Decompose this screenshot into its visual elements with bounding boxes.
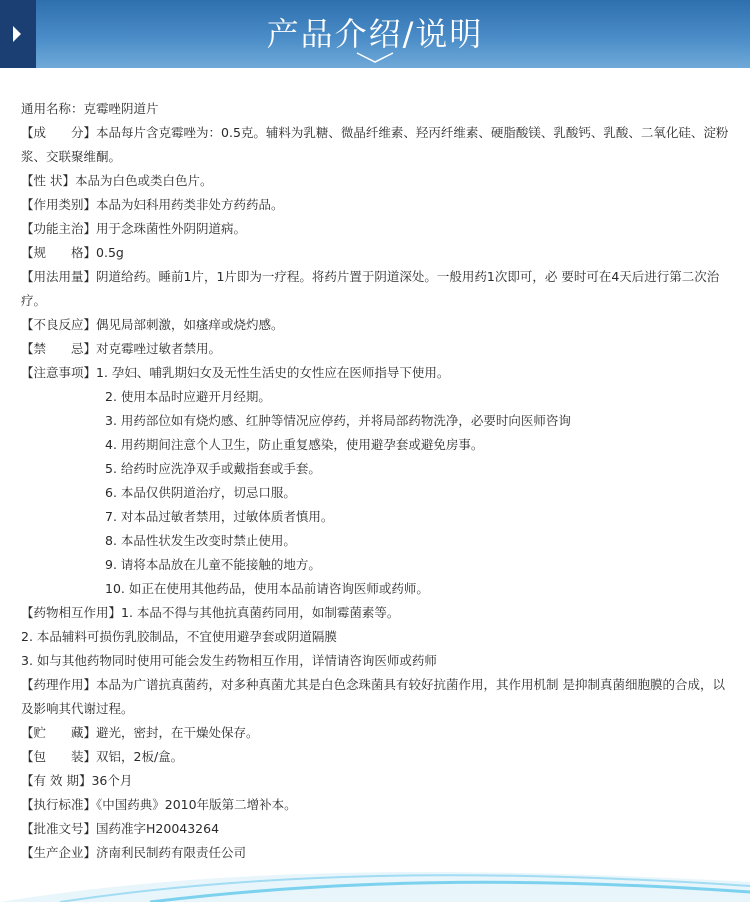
- precaution-item: 9. 请将本品放在儿童不能接触的地方。: [105, 557, 321, 572]
- header-banner: [0, 0, 750, 68]
- generic-name-label: 通用名称：: [21, 101, 84, 116]
- package-row: [21, 745, 731, 769]
- standard-value: 《中国药典》2010年版第二增补本。: [96, 797, 297, 812]
- contraindications-value: 对克霉唑过敏者禁用。: [96, 341, 222, 356]
- interaction-item: 2. 本品辅料可损伤乳胶制品，不宜使用避孕套或阴道隔膜: [21, 629, 337, 644]
- category-value: 本品为妇科用药类非处方药药品。: [96, 197, 284, 212]
- spec-row: [21, 241, 731, 265]
- pharmacology-label: 【药理作用】: [21, 677, 97, 692]
- package-value: 双铝，2板/盒。: [96, 749, 184, 764]
- page-title: 产品介绍/说明: [266, 15, 484, 53]
- ingredients-value: 本品每片含克霉唑为：0.5克。辅料为乳糖、微晶纤维素、羟丙纤维素、硬脂酸镁、乳酸钙、乳酸、二氧化硅、淀粉浆、交联聚维酮。: [21, 125, 729, 164]
- adverse-row: [21, 313, 731, 337]
- contraindications-label: 【禁 忌】: [21, 341, 97, 356]
- storage-row: [21, 721, 731, 745]
- precautions-row: [21, 361, 731, 385]
- pharmacology-value: 本品为广谱抗真菌药，对多种真菌尤其是白色念珠菌具有较好抗菌作用，其作用机制 是抑制真菌细胞膜的合成，以及影响其代谢过程。: [21, 677, 725, 716]
- precaution-item: 5. 给药时应洗净双手或戴指套或手套。: [105, 461, 321, 476]
- spec-value: 0.5g: [96, 245, 124, 260]
- adverse-value: 偶见局部刺激，如瘙痒或烧灼感。: [96, 317, 284, 332]
- contraindications-row: [21, 337, 731, 361]
- chevron-down-icon: [356, 52, 394, 64]
- usage-row: [21, 265, 731, 313]
- indications-value: 用于念珠菌性外阴阴道病。: [96, 221, 247, 236]
- precaution-item: 7. 对本品过敏者禁用，过敏体质者慎用。: [105, 509, 334, 524]
- manufacturer-value: 济南利民制药有限责任公司: [96, 845, 247, 860]
- standard-row: [21, 793, 731, 817]
- interaction-item: 3. 如与其他药物同时使用可能会发生药物相互作用，详情请咨询医师或药师: [21, 653, 437, 668]
- usage-value: 阴道给药。睡前1片，1片即为一疗程。将药片置于阴道深处。一般用药1次即可，必 要时可在4天后进行第二次治疗。: [21, 269, 720, 308]
- precaution-item: 3. 用药部位如有烧灼感、红肿等情况应停药，并将局部药物洗净，必要时向医师咨询: [105, 413, 571, 428]
- validity-value: 36个月: [91, 773, 133, 788]
- generic-name-value: 克霉唑阴道片: [83, 101, 159, 116]
- precaution-item: 6. 本品仅供阴道治疗，切忌口服。: [105, 485, 296, 500]
- ingredients-row: [21, 121, 731, 169]
- storage-value: 避光，密封，在干燥处保存。: [96, 725, 259, 740]
- precaution-item: 10. 如正在使用其他药品，使用本品前请咨询医师或药师。: [105, 581, 429, 596]
- properties-row: [21, 169, 731, 193]
- precaution-item: 1. 孕妇、哺乳期妇女及无性生活史的女性应在医师指导下使用。: [96, 365, 450, 380]
- interactions-label: 【药物相互作用】: [21, 605, 122, 620]
- precautions-label: 【注意事项】: [21, 365, 97, 380]
- interactions-row: [21, 601, 731, 625]
- spec-label: 【规 格】: [21, 245, 97, 260]
- approval-row: [21, 817, 731, 841]
- usage-label: 【用法用量】: [21, 269, 97, 284]
- properties-value: 本品为白色或类白色片。: [74, 173, 213, 188]
- pharmacology-row: [21, 673, 731, 721]
- indications-row: [21, 217, 731, 241]
- category-label: 【作用类别】: [21, 197, 97, 212]
- properties-label: 【性 状】: [21, 173, 75, 188]
- precaution-item: 8. 本品性状发生改变时禁止使用。: [105, 533, 296, 548]
- generic-name-row: [21, 97, 731, 121]
- decorative-swoosh: [0, 842, 750, 902]
- storage-label: 【贮 藏】: [21, 725, 97, 740]
- interaction-item: 1. 本品不得与其他抗真菌药同用，如制霉菌素等。: [121, 605, 400, 620]
- ingredients-label: 【成 分】: [21, 125, 97, 140]
- precaution-item: 2. 使用本品时应避开月经期。: [105, 389, 271, 404]
- approval-value: 国药准字H20043264: [96, 821, 220, 836]
- adverse-label: 【不良反应】: [21, 317, 97, 332]
- approval-label: 【批准文号】: [21, 821, 97, 836]
- standard-label: 【执行标准】: [21, 797, 97, 812]
- validity-row: [21, 769, 731, 793]
- manufacturer-label: 【生产企业】: [21, 845, 97, 860]
- precaution-item: 4. 用药期间注意个人卫生，防止重复感染，使用避孕套或避免房事。: [105, 437, 484, 452]
- instructions-body: [21, 97, 731, 865]
- validity-label: 【有 效 期】: [21, 773, 92, 788]
- indications-label: 【功能主治】: [21, 221, 97, 236]
- package-label: 【包 装】: [21, 749, 97, 764]
- category-row: [21, 193, 731, 217]
